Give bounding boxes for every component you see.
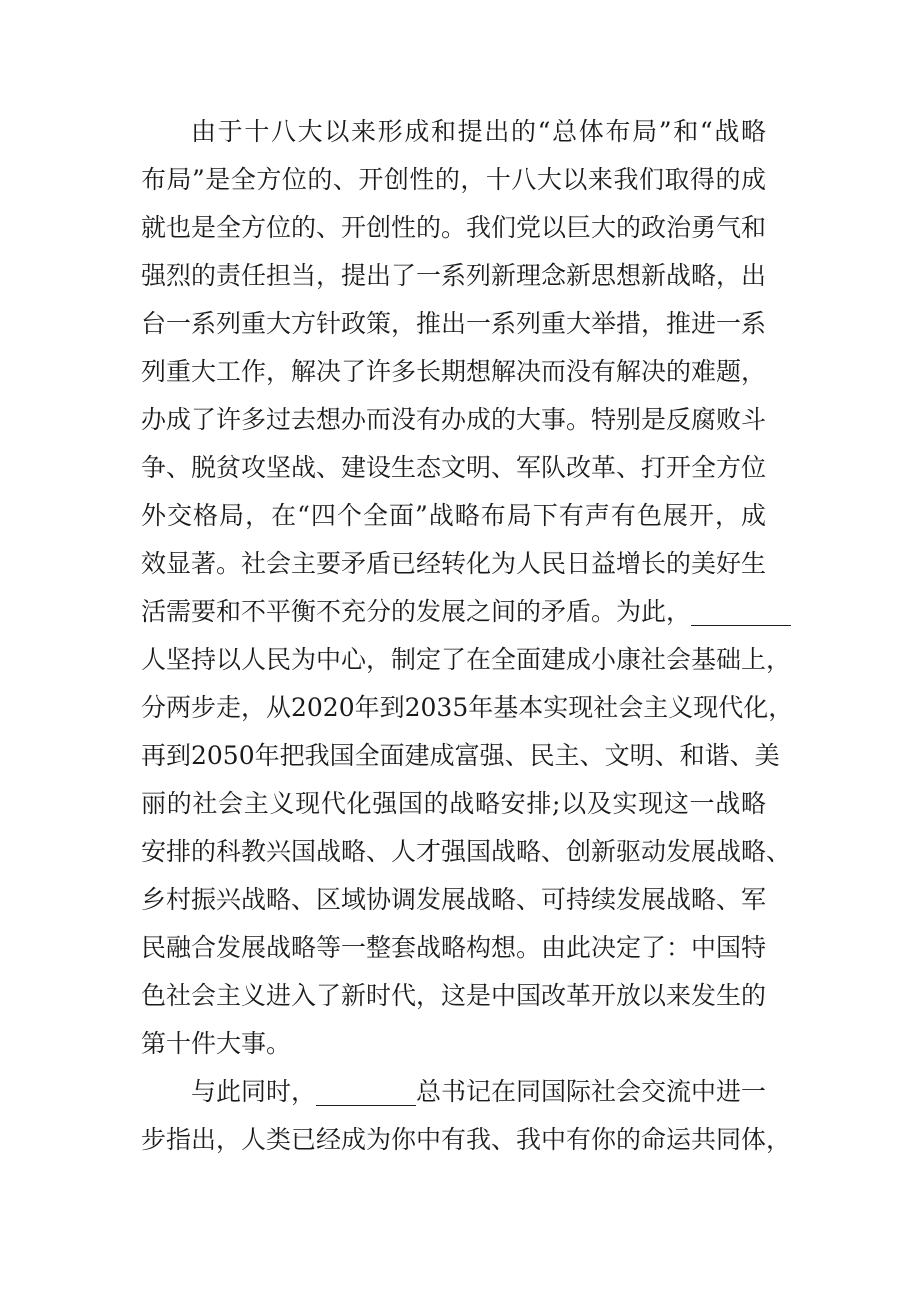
paragraph-1-line-12: 人坚持以人民为中心，制定了在全面建成小康社会基础上， xyxy=(141,645,792,674)
paragraph-1-line-17: 乡村振兴战略、区域协调发展战略、可持续发展战略、军 xyxy=(141,885,767,914)
paragraph-1-line-3: 就也是全方位的、开创性的。我们党以巨大的政治勇气和 xyxy=(141,213,767,242)
paragraph-1-line-20: 第十件大事。 xyxy=(141,1029,292,1058)
document-body xyxy=(141,108,794,1164)
paragraph-1-line-15: 丽的社会主义现代化强国的战略安排;以及实现这一战略 xyxy=(141,789,766,818)
paragraph-1-line-10: 效显著。社会主要矛盾已经转化为人民日益增长的美好生 xyxy=(141,549,767,578)
paragraph-1-line-14: 再到2050年把我国全面建成富强、民主、文明、和谐、美 xyxy=(141,741,780,770)
paragraph-1-line-19: 色社会主义进入了新时代，这是中国改革开放以来发生的 xyxy=(141,981,767,1010)
paragraph-1-line-9: 外交格局，在“四个全面”战略布局下有声有色展开，成 xyxy=(141,501,766,530)
paragraph-1-line-16: 安排的科教兴国战略、人才强国战略、创新驱动发展战略、 xyxy=(141,837,792,866)
paragraph-1-line-6: 列重大工作，解决了许多长期想解决而没有解决的难题， xyxy=(141,357,767,386)
paragraph-1-line-5: 台一系列重大方针政策，推出一系列重大举措，推进一系 xyxy=(141,309,767,338)
paragraph-1-line-8: 争、脱贫攻坚战、建设生态文明、军队改革、打开全方位 xyxy=(141,453,767,482)
paragraph-1-line-2: 布局”是全方位的、开创性的，十八大以来我们取得的成 xyxy=(141,165,766,194)
paragraph-2-line-2: 步指出，人类已经成为你中有我、我中有你的命运共同体， xyxy=(141,1125,792,1154)
paragraph-1-line-11: 活需要和不平衡不充分的发展之间的矛盾。为此，________ xyxy=(141,597,792,626)
paragraph-2-line-1: 与此同时，________总书记在同国际社会交流中进一 xyxy=(191,1077,767,1106)
paragraph-1-line-18: 民融合发展战略等一整套战略构想。由此决定了：中国特 xyxy=(141,933,767,962)
paragraph-1-line-13: 分两步走，从2020年到2035年基本实现社会主义现代化， xyxy=(141,693,794,722)
paragraph-1-line-7: 办成了许多过去想办而没有办成的大事。特别是反腐败斗 xyxy=(141,405,767,434)
paragraph-1-line-1: 由于十八大以来形成和提出的“总体布局”和“战略 xyxy=(191,117,766,146)
paragraph-1-line-4: 强烈的责任担当，提出了一系列新理念新思想新战略，出 xyxy=(141,261,767,290)
